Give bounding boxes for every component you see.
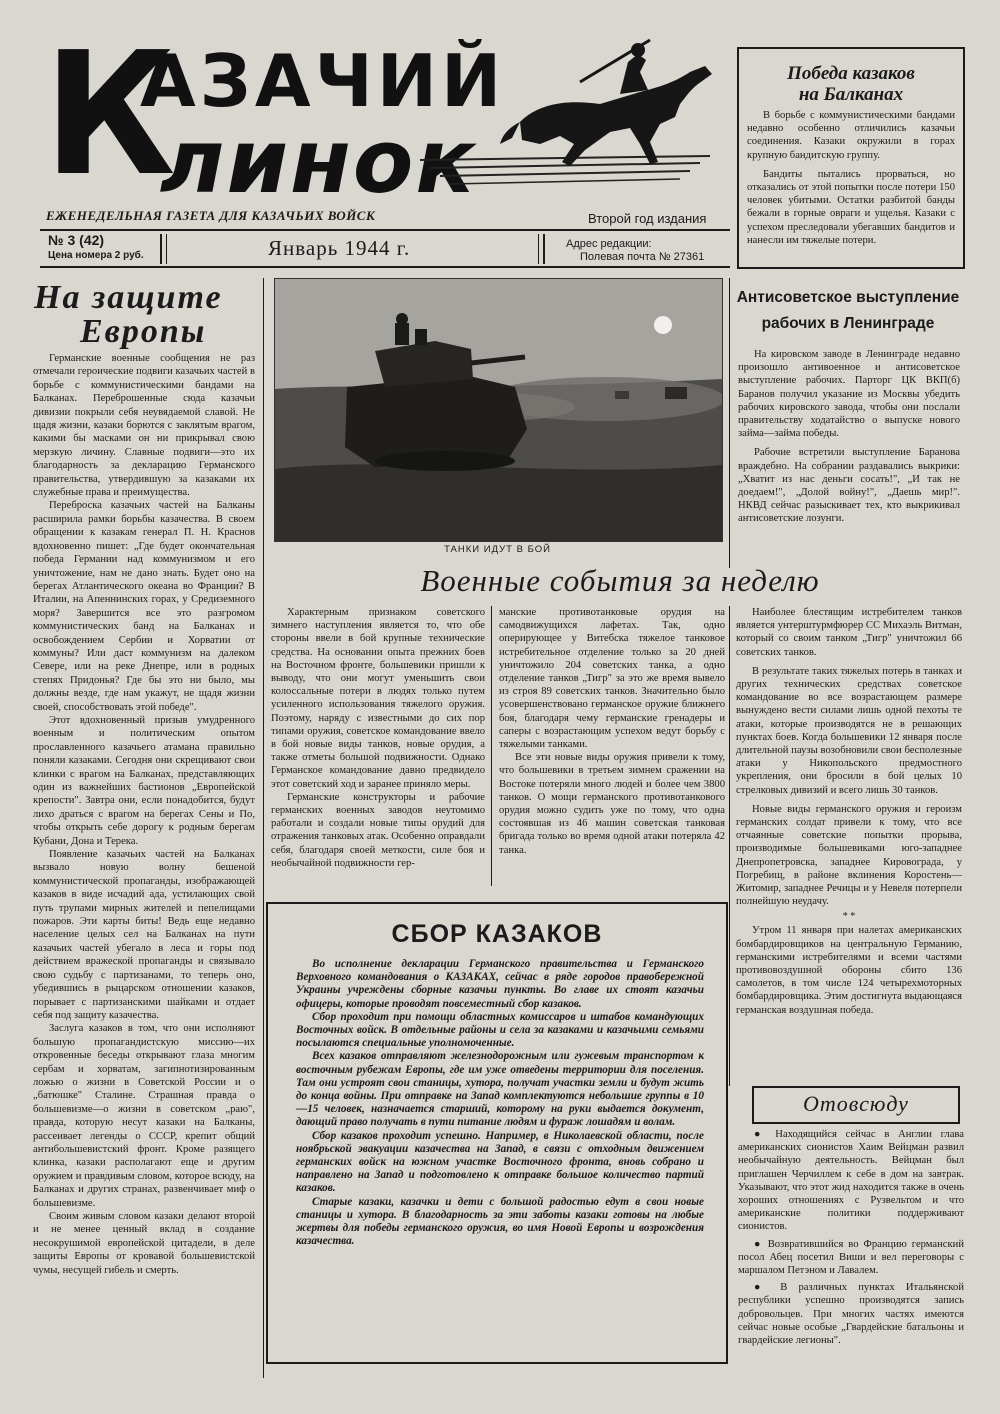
issue-price: Цена номера 2 руб. (48, 250, 144, 261)
address-value: Полевая почта № 27361 (580, 251, 705, 263)
left-article-body (33, 352, 255, 1277)
left-article-para: Переброска казачьих частей на Балканы расширила рамки борьбы казачества. В своем обращении к казакам генерал П. Н. Краснов вдохновенно пишет: „Где будет окончательная победа Германии над коммунизмом и его уничтожение, нам не дано знать. Будет оно на берегах Атлантического океана во Франции? В Италии, на Апеннинских горах, у Средиземного моря? Завершится все это разгромом коммунистических банд на Балканах и освобождением Сербии и Хорватии от коммуны? Или даст коммунизм на далеком Севере, или на реке Днепре, или в родных степях Придонья? Где бы это ни было, мы должны везде, где нам укажут, не щадя жизни своей, способствовать этой победе". (33, 500, 255, 713)
sbor-title: СБОР КАЗАКОВ (391, 920, 603, 948)
leningrad-title-2: рабочих в Ленинграде (761, 315, 935, 332)
left-article-para: Своим живым словом казаки делают второй и не менее ценный вклад в создание несокрушимой европейской цитадели, в деле защиты Европы от кровавой большевистской чумы, несущей гибель и смерть. (33, 1211, 255, 1276)
military-para: В результате таких тяжелых потерь в танках и других технических средствах советское командование во все возрастающем размере вынуждено вести силами лишь одной пехоты те атаки, которые производятся не в решающих пунктах боев. Когда большевики 12 января после длительной паузы возобновили свои бесполезные атаки у Никопольского предмостного укрепления, они бросили в бой целых 10 стрелковых дивизий и всего лишь 30 танков. (736, 665, 962, 796)
otovsyudu-title: Отовсюду (803, 1091, 909, 1116)
military-col-1 (271, 606, 485, 870)
sbor-para: Всех казаков отправляют железнодорожным или гужевым транспортом к восточным рубежам Европы, где им уже отведены территории для поселения. Там они устроят свои станицы, хутора, получат участки земли и будут жить до конца войны. При отправке на Запад комплектуются небольшие группы в 10—15 человек, назначается старший, которому на руки выдается документ, дающий право получать в пути питание людям и фураж лошадям и волам. (296, 1050, 704, 1129)
column-rule-left (263, 278, 264, 1378)
masthead-subtitle: ЕЖЕНЕДЕЛЬНАЯ ГАЗЕТА ДЛЯ КАЗАЧЬИХ ВОЙСК (46, 208, 376, 223)
issue-number: № 3 (42) (48, 232, 105, 248)
military-col-3 (736, 606, 962, 1017)
military-para: Характерным признаком советского зимнего наступления является то, что обе стороны ввели в бой крупные технические средства. На основании опыта прежних боев на Восточном фронте, большевики пришли к выводу, что они могут уменьшить свои колоссальные потери в людях только путем усиленного использования тяжелого оружия. Поэтому, наряду с известными до сих пор типами оружия, советское командование ввело в бой новые виды танков, новые орудия, а также отметы большой подвижности. Однако Германское командование давно предвидело этот советский ход и заранее приняло меры. (271, 607, 485, 790)
tank-photo-image (275, 279, 722, 541)
otovsyudu-item: ● Возвратившийся во Францию германский посол Абец посетил Виши и вел переговоры с маршалом Петэном и Лавалем. (738, 1238, 964, 1277)
otovsyudu-header (752, 1086, 960, 1124)
photo-caption: ТАНКИ ИДУТ В БОЙ (444, 544, 551, 555)
issue-date: Январь 1944 г. (268, 236, 411, 260)
sbor-para: Старые казаки, казачки и дети с большой радостью едут в свои новые станицы и хутора. В благодарность за эти заботы казаки готовы на любые жертвы для победы германского оружия, во имя Новой Европы и возрождения казачества. (296, 1195, 704, 1248)
bullet-icon: ● (754, 1129, 776, 1140)
tank-photo (274, 278, 723, 542)
issue-divider-left (160, 234, 162, 264)
cossack-rider-icon (500, 32, 740, 182)
sidebar-victory-box (737, 47, 965, 269)
otovsyudu-item: ● Находящийся сейчас в Англии глава американских сионистов Хаим Вейцман развил необычайную деятельность. Вейцман был приглашен Черчиллем к себе в дом на завтрак. Указывают, что этот жид находится также в очень хороших отношениях с Рузвельтом и что американские политики поддерживают сионистов. (738, 1129, 964, 1233)
sidebar-victory-para-2: Бандиты пытались прорваться, но отказались от этой попытки после потери 150 человек убитыми. Остатки разбитой банды бежали в горные овраги и ущелья. Казаки с успехом преследовали убегавших бандитов и нанесли им тяжелые потери. (747, 168, 955, 246)
logo-initial-k: К (43, 16, 177, 214)
bullet-icon: ● (754, 1238, 768, 1250)
left-article-para: Заслуга казаков в том, что они исполняют большую пропагандистскую миссию—их откровенные беседы открывают глаза многим сербам и хорватам, загипнотизированным ложью о жизни в Советской России и о „батюшке" Сталине. Страшная правда о большевизме—о жизни в советском „раю", правда, которую несут казаки на Балканы, рассеивает легенды о СССР, крепит общий антибольшевистский фронт. Кроме разящего клинка, казаки располагают еще и другим оружием и правдивым словом, которое всюду, на Балканах и других странах, развенчивает миф о большевизме. (33, 1023, 255, 1209)
bullet-icon: ● (754, 1282, 781, 1294)
sidebar-victory-para-1: В борьбе с коммунистическими бандами недавно особенно отличились казачьи соединения. Казаки окружили в горах крупную бандитскую группу. (747, 110, 955, 161)
sbor-para: Во исполнение декларации Германского правительства и Германского Верховного командования о КАЗАКАХ, сейчас в ряде городов правобережной Украины учреждены сборные казачьи пункты. Во главе их стоят казачьи офицеры, которые проводят повсеместный сбор казаков. (296, 958, 704, 1010)
masthead-rule-top (40, 229, 730, 231)
left-article-title-1: На защите (34, 279, 223, 316)
logo-word-bottom: линок (160, 110, 478, 213)
military-para: Все эти новые виды оружия привели к тому, что большевики в третьем зимнем сражении на Востоке потеряли много людей и более чем 3800 танков. О мощи германского противотанкового орудия можно судить уже по тому, что одна состоявшая из 46 машин советская танковая бригада только во время одной атаки потеряла 42 танка. (499, 752, 725, 856)
masthead-year: Второй год издания (588, 211, 707, 226)
leningrad-para: На кировском заводе в Ленинграде недавно произошло антивоенное и антисоветское выступление рабочих. Парторг ЦК ВКП(б) Баранов получил указание из Москвы убедить рабочих кировского завода, чтобы они послали правительству ходатайство о выпуске нового займа—займа победы. (738, 349, 960, 440)
military-col-2 (499, 606, 725, 857)
issue-divider-right (538, 234, 539, 264)
leningrad-body (738, 348, 960, 526)
otovsyudu-item: ● В различных пунктах Итальянской республики успешно производятся запись добровольцев. При многих частях имеются сейчас новые особые „Гвардейские батальоны и гвардейские легионы". (738, 1282, 964, 1347)
column-rule-mid-2 (729, 606, 730, 1086)
sidebar-victory-title-2: на Балканах (798, 84, 904, 105)
sbor-para: Сбор проходит при помощи областных комиссаров и штабов командующих Восточных войск. В отдельные районы и села за казаками и казачьими семьями посылаются специальные уполномоченные. (296, 1010, 704, 1050)
military-para: манские противотанковые орудия на самодвижущихся лафетах. Так, одно оперирующее у Витебска тяжелое танковое истребительное отделение только за 20 дней уничтожило 204 советских танка, а одно отделение танков „Тигр" за это же время вывело из строя 89 советских танков. Значительно было усовершенствовано германское оружие ближнего боя, благодаря чему германские гренадеры и саперы с возрастающим успехом ведут борьбу с тяжелыми танками. (499, 607, 725, 751)
military-para: Наиболее блестящим истребителем танков является унтерштурмфюрер СС Михаэль Витман, который со своим танком „Тигр" уничтожил 66 советских танков. (736, 607, 962, 658)
leningrad-para: Рабочие встретили выступление Баранова враждебно. На собрании раздавались выкрики: „Хватит из нас деньги сосать!", „И так не доедаем!", „Долой войну!", „Даешь мир!". НКВД сейчас разыскивает тех, кто выкрикивал антисоветские лозунги. (738, 447, 960, 525)
military-title: Военные события за неделю (420, 563, 820, 598)
military-para: Утром 11 января при налетах американских бомбардировщиков на центральную Германию, германскими истребителями и всеми частями противовоздушной обороны сбито 136 самолетов, в том числе 124 четырехмоторных бомбардировщика. Этим достигнута выдающаяся германская воздушная победа. (736, 925, 962, 1016)
leningrad-title-1: Антисоветское выступление (736, 289, 960, 306)
military-para: Новые виды германского оружия и героизм германских солдат привели к тому, что все отчаянные советские попытки прорыва, производимые большевиками юго-западнее Днепропетровска, западнее Кировограда, у Погребищ, в районе вклинения Коростень—Житомир, западнее Речицы и у Невеля потерпели полнейшую неудачу. (736, 803, 962, 908)
otovsyudu-body (738, 1128, 964, 1347)
sidebar-victory-title-1: Победа казаков (787, 63, 915, 84)
column-rule-right (729, 278, 730, 568)
left-article-title-2: Европы (80, 313, 207, 350)
issue-divider-right-2 (543, 234, 545, 264)
left-article-para: Этот вдохновенный призыв умудренного военным и политическим опытом прославленного казачьего атамана правильно поняли казаками. Сегодня они скрещивают свои клинки с врагом на Балканах, представляющих один из важнейших бастионов „Европейской крепости". Завтра они, если понадобится, будут лихо драться с врагом на берегах Сены и По, чтобы открыть себе дорогу к родным берегам Кубани, Дона и Терека. (33, 714, 255, 847)
logo-word-top: АЗАЧИЙ (140, 39, 506, 123)
left-article-para: Германские военные сообщения не раз отмечали героические подвиги казачьих частей в борьбе с коммунистическими бандами на Балканах. Переброшенные сюда казачьи дивизии покрыли себя неувядаемой славой. Не щадя жизни, казаки борются с заклятым врагом, какими бы масками он ни прикрывал свою мерзкую личину. Славные подвиги—это их благодарность за декларацию Германского правительства, утвердившую за казаками их служебные права и преимущества. (33, 353, 255, 499)
military-para: Германские конструкторы и рабочие германских военных заводов неутомимо работали и создали новые типы орудий для отражения танковых атак. Особенно оправдали себя, благодаря своей меткости, силе боя и необычайной подвижности гер- (271, 791, 485, 869)
asterisks-divider: * * (842, 911, 856, 923)
sbor-box (266, 902, 728, 1364)
column-rule-mid-1 (491, 606, 492, 886)
issue-divider-left-2 (166, 234, 167, 264)
address-label: Адрес редакции: (566, 238, 652, 250)
sbor-para: Сбор казаков проходит успешно. Например, в Николаевской области, после ноябрьской эвакуации казачества на Запад, в связи с отходным движением германских войск на южном участке Восточного фронта, вновь собрано и направлено на Запад и подготовлено к отправке большое количество партий казаков. (296, 1129, 704, 1195)
left-article-para: Появление казачьих частей на Балканах вызвало новую волну бешеной коммунистической пропаганды, изображающей казаков в виде исчадий ада, устилающих свой путь трупами мирных жителей и пепелищами пожаров. Эти карты биты! Ведь еще недавно население целых сел на Балканах на пути казачьих частей убегало в леса и горы под действием вражеской пропаганды и связывало свою судьбу с партизанами, то теперь оно, убедившись в рыцарском отношении казаков, порывает с партизанскими шайками и отдает себя под защиту казачества. (33, 849, 255, 1021)
masthead-rule-bottom (40, 266, 730, 268)
